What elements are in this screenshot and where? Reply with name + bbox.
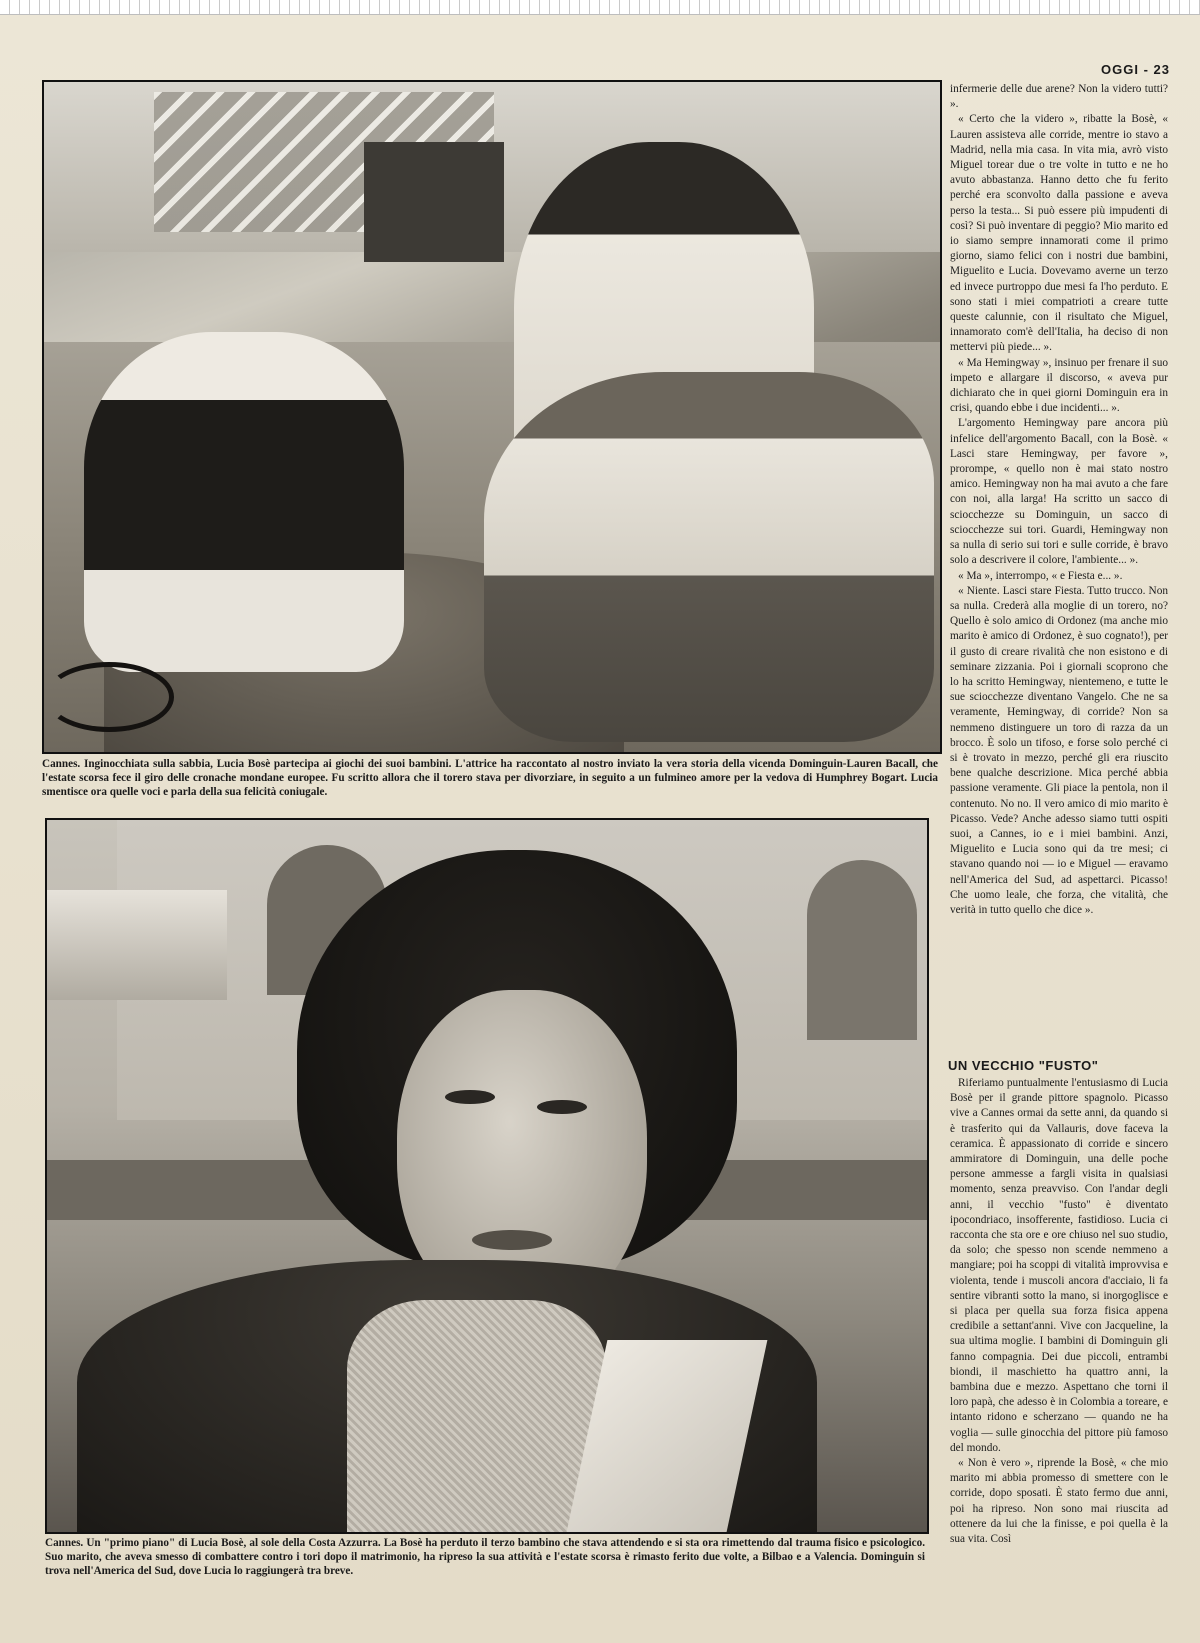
caption-top: Cannes. Inginocchiata sulla sabbia, Lucia Bosè partecipa ai giochi dei suoi bambini. L'attrice ha raccontato al nostro inviato la vera storia della vicenda Dominguin-Lauren Bacall, che l'estate scorsa fece il giro delle cronache mondane europee. Fu scritto allora che il torero stava per divorziare, in seguito a un fulmineo amore per la vedova di Humphrey Bogart. Lucia smentisce ora quelle voci e parla della sua felicità coniugale. bbox=[42, 758, 938, 798]
article-paragraph: « Niente. Lasci stare Fiesta. Tutto trucco. Non sa nulla. Crederà alla moglie di un torero, no? Quello è solo amico di Ordonez (ma anche mio marito è amico di Ordonez, è suo cognato!), per il gusto di creare rivalità che non esistono e di seminare zizzania. Poi i giornali scoprono che lo ha scritto Hemingway, nientemeno, e tutte le sue sciocchezze diventano Vangelo. Che ne sa veramente, Hemingway, di corride? Non sa nemmeno distinguere un toro di razza da un brocco. È solo un tifoso, e forse solo perché ci si è trovato in mezzo, perché gli era riuscito bene qualche descrizione. Mica perché abbia passione veramente. Gli piace la pentola, non il contenuto. No no. Il vero amico di mio marito è Picasso. Vede? Anche adesso siamo tutti ospiti suoi, a Cannes, io e i miei bambini. Anzi, Miguelito e Lucia sono qui da tre mesi; ci stavano quando noi — io e Miguel — eravamo nell'America del Sud, ad aspettarci. Picasso! Che uomo leale, che forza, che vitalità, che verità in tutto quello che dice ». bbox=[950, 584, 1168, 916]
section-subheading: UN VECCHIO "FUSTO" bbox=[948, 1058, 1099, 1073]
article-column-bottom bbox=[950, 1076, 1168, 1547]
article-paragraph: L'argomento Hemingway pare ancora più infelice dell'argomento Bacall, con la Bosè. « Lasci stare Hemingway, per favore », prorompe, « quello non è mai stato nostro amico. Hemingway non ha mai avuto a che fare con noi, alla larga! Ha scritto un sacco di sciocchezze su Dominguin, un sacco di sciocchezze sui tori. Guardi, Hemingway non sa nulla di serio sui tori e sulle corride, è bravo solo a descrivere il colore, l'ambiente... ». bbox=[950, 417, 1168, 567]
article-paragraph: « Certo che la videro », ribatte la Bosè, « Lauren assisteva alle corride, mentre io stavo a Madrid, nella mia casa. In vita mia, avrò visto Miguel torear due o tre volte in tutto e ne ho avuto abbastanza. Hanno detto che fu ferito perché era sconvolto dalla passione e aveva perso la testa... Si può essere più impudenti di così? Si può inventare di peggio? Mio marito ed io siamo sempre innamorati come il primo giorno, siamo felici con i nostri due bambini, Miguelito e Lucia. Dovevamo averne un terzo ed invece purtroppo due mesi fa l'ho perduto. E sono stati i miei compatrioti a creare tutte queste calunnie, con il risultato che Miguel, innamorato com'è dell'Italia, ha deciso di non mettervi più piede... ». bbox=[950, 113, 1168, 354]
article-paragraph: Riferiamo puntualmente l'entusiasmo di Lucia Bosè per il grande pittore spagnolo. Picasso vive a Cannes ormai da sette anni, da quando si è trasferito qui da Vallauris, dove faceva la ceramica. È appassionato di corride e sincero ammiratore di Dominguin, una delle poche persone ammesse a fargli visita in qualsiasi momento, senza preavviso. Con l'andar degli anni, il vecchio "fusto" è diventato ipocondriaco, insofferente, fastidioso. Lucia ci racconta che sta ore e ore chiuso nel suo studio, da solo; che spesso non scende nemmeno a mangiare; poi ha scoppi di vitalità improvvisa e violenta, tende i muscoli ancora d'acciaio, li fa sentire vibranti sotto la mano, si inorgoglisce e si placa per quella sua forza fisica appena credibile a settant'anni. Vive con Jacqueline, la sua ultima moglie. I bambini di Dominguin gli fanno compagnia. Dei due piccoli, entrambi biondi, il maschietto ha quattro anni, la bambina due e mezzo. Aspettano che torni il loro papà, che adesso è in Colombia a toreare, e intanto ridono e scherzano — quando ne ha voglia — sulle ginocchia del pittore più famoso del mondo. bbox=[950, 1077, 1168, 1454]
article-paragraph: « Ma Hemingway », insinuo per frenare il suo impeto e allargare il discorso, « aveva pur dichiarato che in quei giorni Dominguin era in crisi, quando ebbe i due incidenti... ». bbox=[950, 356, 1168, 415]
caption-bottom: Cannes. Un "primo piano" di Lucia Bosè, al sole della Costa Azzurra. La Bosè ha perduto il terzo bambino che stava attendendo e si sta ora rimettendo dal trauma fisico e psicologico. Suo marito, che aveva smesso di combattere contro i tori dopo il matrimonio, ha ripreso la sua attività e l'estate scorsa è rimasto ferito due volte, a Bilbao e a Valencia. Dominguin si trova nell'America del Sud, dove Lucia lo raggiungerà tra breve. bbox=[45, 1537, 925, 1577]
photo-beach-children bbox=[42, 80, 942, 754]
scan-ruler bbox=[0, 0, 1200, 15]
photo-portrait bbox=[45, 818, 929, 1534]
page-label: OGGI - 23 bbox=[1101, 62, 1170, 77]
article-paragraph: infermerie delle due arene? Non la videro tutti? ». bbox=[950, 83, 1168, 111]
article-column-top bbox=[950, 82, 1168, 918]
article-paragraph: « Ma », interrompo, « e Fiesta e... ». bbox=[958, 569, 1123, 582]
article-paragraph: « Non è vero », riprende la Bosè, « che mio marito mi abbia promesso di smettere con le corride, dopo sposati. È stato fermo due anni, poi ha ripreso. Non sono mai riuscita ad ottenere da lui che la finisse, e poi quella è la sua vita. Così bbox=[950, 1457, 1168, 1546]
